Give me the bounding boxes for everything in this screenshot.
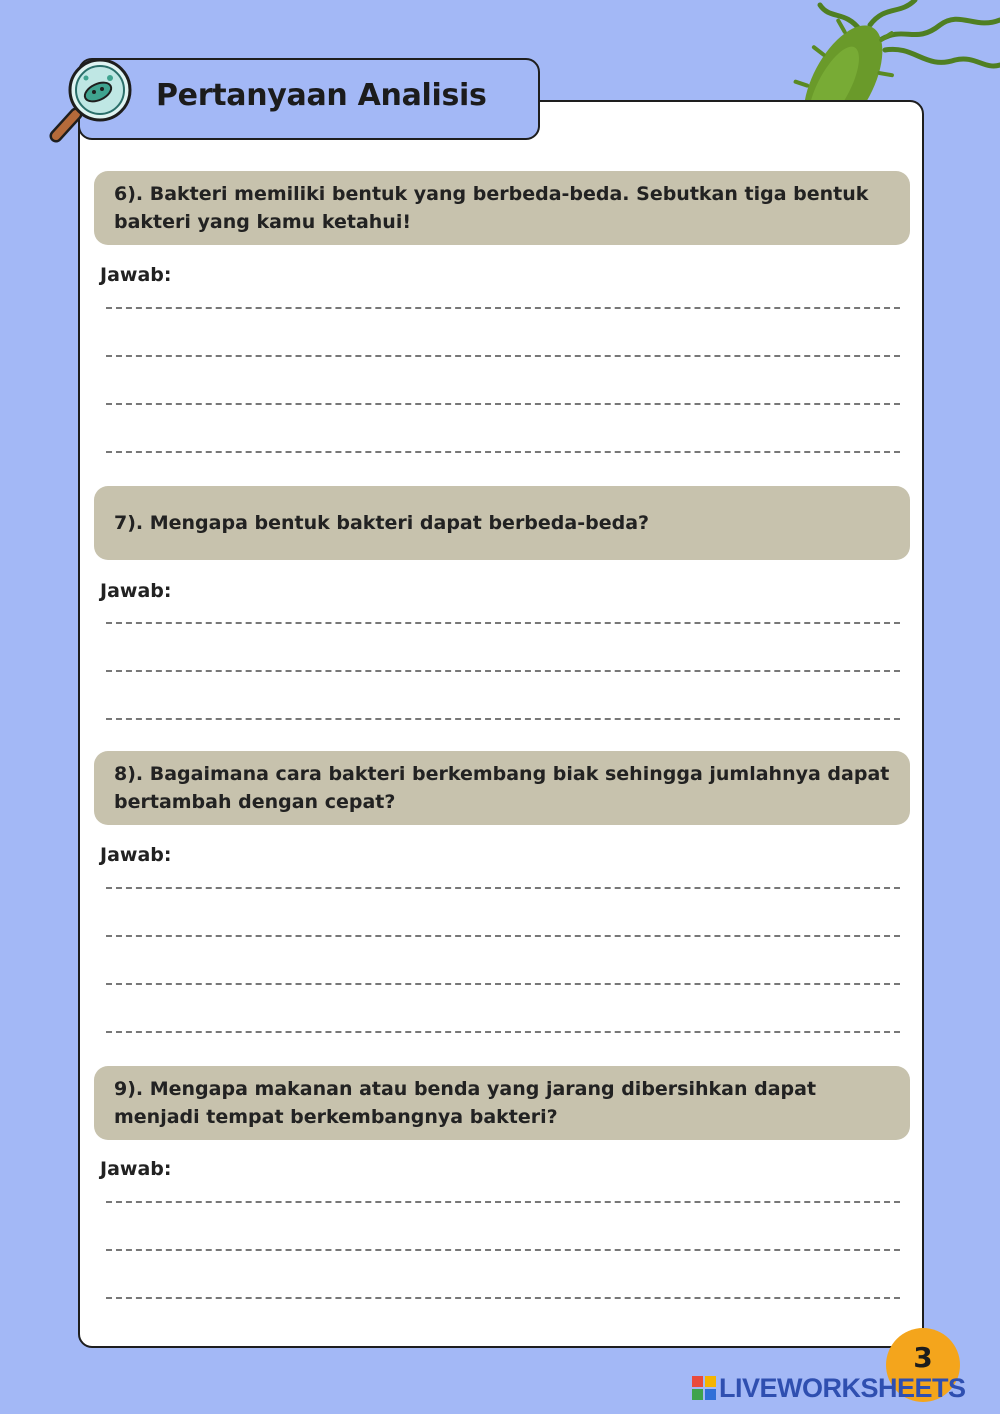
question-text-6: 6). Bakteri memiliki bentuk yang berbeda-beda. Sebutkan tiga bentuk bakteri yang kamu ketahui!	[114, 183, 869, 233]
answer-line[interactable]	[106, 718, 900, 720]
answer-label-6: Jawab:	[100, 264, 172, 286]
question-box-7	[94, 486, 910, 560]
answer-line[interactable]	[106, 307, 900, 309]
answer-line[interactable]	[106, 887, 900, 889]
answer-line[interactable]	[106, 1297, 900, 1299]
worksheet-card	[78, 100, 924, 1348]
answer-line[interactable]	[106, 451, 900, 453]
brand-name: LIVEWORKSHEETS	[719, 1372, 966, 1403]
answer-line[interactable]	[106, 983, 900, 985]
answer-label-9: Jawab:	[100, 1158, 172, 1180]
answer-line[interactable]	[106, 935, 900, 937]
question-text-8: 8). Bagaimana cara bakteri berkembang biak sehingga jumlahnya dapat bertambah dengan cepat?	[114, 763, 890, 813]
answer-line[interactable]	[106, 622, 900, 624]
answer-line[interactable]	[106, 403, 900, 405]
answer-label-8: Jawab:	[100, 844, 172, 866]
question-box-6	[94, 171, 910, 245]
answer-line[interactable]	[106, 1249, 900, 1251]
question-box-8	[94, 751, 910, 825]
magnifier-bacteria-icon	[46, 56, 142, 152]
answer-line[interactable]	[106, 670, 900, 672]
question-text-7: 7). Mengapa bentuk bakteri dapat berbeda-beda?	[114, 512, 650, 534]
answer-label-7: Jawab:	[100, 580, 172, 602]
liveworksheets-logo-icon	[692, 1376, 716, 1400]
answer-line[interactable]	[106, 355, 900, 357]
page-title: Pertanyaan Analisis	[156, 78, 487, 113]
page-number: 3	[913, 1340, 933, 1374]
question-box-9	[94, 1066, 910, 1140]
answer-line[interactable]	[106, 1201, 900, 1203]
answer-line[interactable]	[106, 1031, 900, 1033]
question-text-9: 9). Mengapa makanan atau benda yang jarang dibersihkan dapat menjadi tempat berkembangnya bakteri?	[114, 1078, 817, 1128]
brand-footer[interactable]	[692, 1370, 966, 1406]
